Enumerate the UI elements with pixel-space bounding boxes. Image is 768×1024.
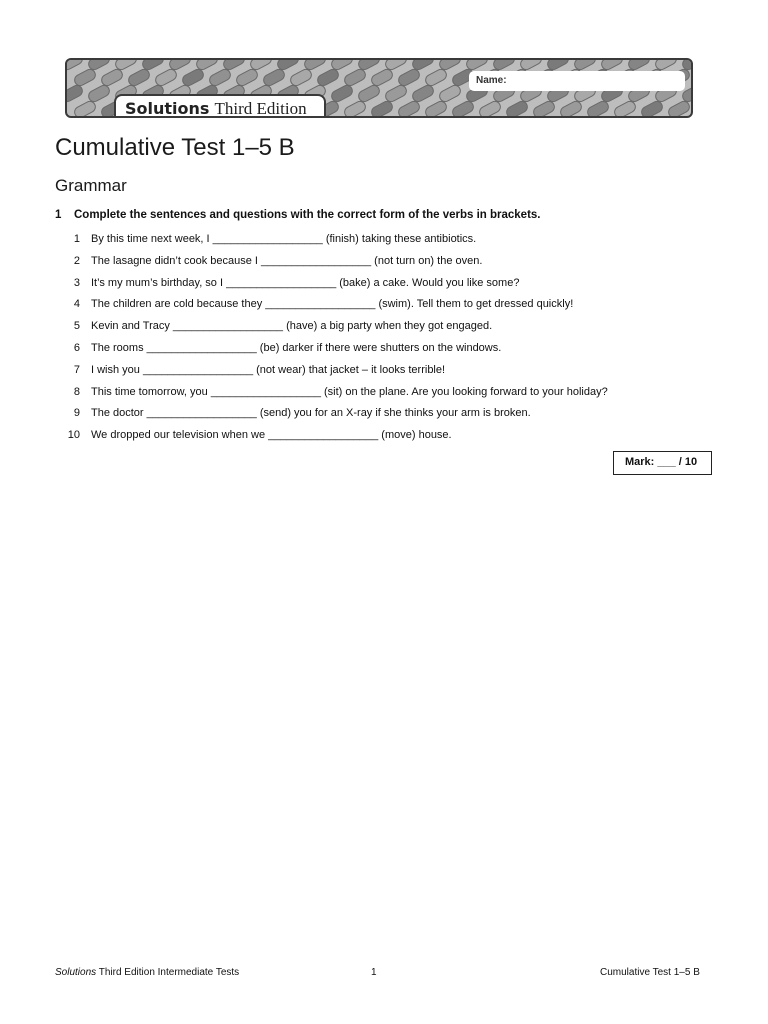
question-text: The doctor __________________ (send) you for an X-ray if she thinks your arm is broken. — [91, 407, 531, 420]
question-text: This time tomorrow, you __________________ (sit) on the plane. Are you looking forward to your holiday? — [91, 385, 608, 398]
question-number: 3 — [73, 276, 80, 289]
pattern-capsule — [73, 67, 98, 87]
task-instruction — [55, 209, 541, 221]
question-item — [55, 252, 608, 274]
mark-box: Mark: ___ / 10 — [613, 451, 712, 475]
pattern-capsule — [397, 99, 422, 118]
pattern-capsule — [289, 67, 314, 87]
page-number: 1 — [371, 967, 377, 978]
pattern-capsule — [370, 67, 395, 87]
brand-logo — [114, 94, 326, 118]
pattern-capsule — [154, 67, 179, 87]
question-item — [55, 404, 608, 426]
question-item — [55, 274, 608, 296]
pattern-capsule — [438, 83, 463, 103]
brand-rest: Third Edition — [214, 99, 307, 118]
question-number: 1 — [73, 233, 80, 245]
question-text: We dropped our television when we __________________ (move) house. — [91, 429, 452, 442]
question-number: 6 — [73, 341, 80, 354]
pattern-capsule — [559, 99, 584, 118]
question-text: Kevin and Tracy __________________ (have) a big party when they got engaged. — [91, 320, 493, 333]
brand-bold: Solutions — [125, 99, 210, 118]
question-item — [55, 383, 608, 405]
pattern-capsule — [208, 67, 233, 87]
pattern-capsule — [613, 99, 638, 118]
question-number: 4 — [73, 298, 80, 311]
name-field[interactable] — [469, 71, 685, 91]
question-text: By this time next week, I __________________ (finish) taking these antibiotics. — [91, 233, 477, 245]
footer-series-italic: Solutions — [55, 967, 97, 978]
pattern-capsule — [100, 67, 125, 87]
question-number: 9 — [73, 407, 80, 420]
pattern-capsule — [343, 67, 368, 87]
question-number: 7 — [73, 363, 80, 376]
footer-series-rest: Third Edition Intermediate Tests — [96, 967, 240, 978]
header-banner — [65, 58, 693, 118]
pattern-capsule — [397, 67, 422, 87]
pattern-capsule — [532, 99, 557, 118]
question-text: The lasagne didn’t cook because I __________________ (not turn on) the oven. — [91, 254, 483, 267]
name-label: Name: — [476, 75, 507, 86]
question-number: 5 — [73, 320, 80, 333]
pattern-capsule — [73, 99, 98, 118]
pattern-capsule — [640, 99, 665, 118]
pattern-capsule — [411, 83, 436, 103]
question-item — [55, 361, 608, 383]
question-item — [55, 426, 608, 448]
question-text: The children are cold because they __________________ (swim). Tell them to get dressed quickly! — [91, 298, 574, 311]
pattern-capsule — [316, 67, 341, 87]
pattern-capsule — [424, 99, 449, 118]
section-heading: Grammar — [55, 176, 127, 195]
pattern-capsule — [87, 83, 112, 103]
question-text: It’s my mum’s birthday, so I __________________ (bake) a cake. Would you like some? — [91, 276, 520, 289]
question-number: 10 — [67, 429, 80, 442]
pattern-capsule — [127, 67, 152, 87]
pattern-capsule — [262, 67, 287, 87]
pattern-capsule — [181, 67, 206, 87]
pattern-capsule — [667, 99, 692, 118]
question-item — [55, 317, 608, 339]
pattern-capsule — [505, 99, 530, 118]
pattern-capsule — [586, 99, 611, 118]
pattern-capsule — [343, 99, 368, 118]
footer-left — [55, 967, 239, 978]
question-text: The rooms __________________ (be) darker if there were shutters on the windows. — [91, 341, 502, 354]
pattern-capsule — [424, 67, 449, 87]
pattern-capsule — [370, 99, 395, 118]
question-item — [55, 230, 608, 252]
question-item — [55, 339, 608, 361]
pattern-capsule — [330, 83, 355, 103]
pattern-capsule — [67, 83, 84, 103]
pattern-capsule — [478, 99, 503, 118]
question-number: 8 — [73, 385, 80, 398]
question-item — [55, 295, 608, 317]
pattern-capsule — [235, 67, 260, 87]
pattern-capsule — [357, 83, 382, 103]
question-number: 2 — [73, 254, 80, 267]
pattern-capsule — [67, 60, 84, 72]
pattern-capsule — [451, 99, 476, 118]
question-text: I wish you __________________ (not wear) that jacket – it looks terrible! — [91, 363, 446, 376]
question-list — [55, 230, 608, 448]
page-title: Cumulative Test 1–5 B — [55, 134, 295, 161]
pattern-capsule — [384, 83, 409, 103]
footer-right: Cumulative Test 1–5 B — [600, 967, 700, 978]
task-number: 1 — [55, 209, 62, 221]
task-text: Complete the sentences and questions with the correct form of the verbs in brackets. — [74, 209, 541, 221]
